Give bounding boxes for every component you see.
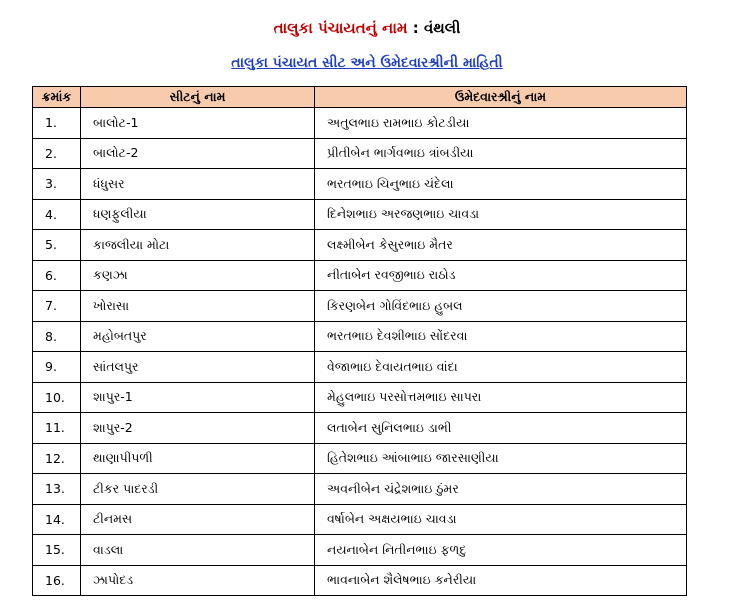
table-row bbox=[33, 260, 687, 291]
table-row bbox=[33, 413, 687, 444]
seat-name: કાજલીયા મોટા bbox=[81, 230, 315, 261]
candidate-name: ભરતભાઇ દેવશીભાઇ સોંદરવા bbox=[315, 321, 687, 352]
table-row bbox=[33, 199, 687, 230]
table-row bbox=[33, 504, 687, 535]
seat-name: ખોરાસા bbox=[81, 291, 315, 322]
row-number: 3. bbox=[33, 169, 81, 200]
seat-name: બાલોટ-1 bbox=[81, 108, 315, 139]
seat-name: ટીનમસ bbox=[81, 504, 315, 535]
table-row bbox=[33, 169, 687, 200]
table-row bbox=[33, 291, 687, 322]
row-number: 11. bbox=[33, 413, 81, 444]
row-number: 16. bbox=[33, 565, 81, 596]
title-separator: : bbox=[407, 19, 424, 37]
candidate-name: નયનાબેન નિતીનભાઇ ફળદુ bbox=[315, 535, 687, 566]
seat-name: કણઝા bbox=[81, 260, 315, 291]
seat-name: વાડલા bbox=[81, 535, 315, 566]
candidate-name: હિતેશભાઇ આંબાભાઇ જારસાણીયા bbox=[315, 443, 687, 474]
row-number: 5. bbox=[33, 230, 81, 261]
candidate-name: અવનીબેન ચંદ્રેશભાઇ ઠુંમર bbox=[315, 474, 687, 505]
row-number: 2. bbox=[33, 138, 81, 169]
candidate-name: ભાવનાબેન શૈલેષભાઇ કનેરીયા bbox=[315, 565, 687, 596]
seat-name: સાંતલપુર bbox=[81, 352, 315, 383]
title-value: વંથલી bbox=[423, 19, 461, 37]
seat-name: ઝાપોદડ bbox=[81, 565, 315, 596]
title-label: તાલુકા પંચાયતનું નામ bbox=[273, 19, 408, 37]
table-header bbox=[33, 87, 687, 108]
column-header-candidate: ઉમેદવારશ્રીનું નામ bbox=[315, 87, 687, 108]
row-number: 14. bbox=[33, 504, 81, 535]
page-subtitle bbox=[0, 52, 734, 74]
table-row bbox=[33, 108, 687, 139]
seat-name: શાપુર-2 bbox=[81, 413, 315, 444]
row-number: 6. bbox=[33, 260, 81, 291]
column-header-seat: સીટનું નામ bbox=[81, 87, 315, 108]
candidate-name: અતુલભાઇ રામભાઇ કોટડીયા bbox=[315, 108, 687, 139]
seat-name: ધણફુલીયા bbox=[81, 199, 315, 230]
table-row bbox=[33, 443, 687, 474]
row-number: 4. bbox=[33, 199, 81, 230]
seat-name: ધંધુસર bbox=[81, 169, 315, 200]
candidate-name: મેહુલભાઇ પરસોત્તમભાઇ સાપરા bbox=[315, 382, 687, 413]
row-number: 13. bbox=[33, 474, 81, 505]
candidate-name: વર્ષાબેન અક્ષયભાઇ ચાવડા bbox=[315, 504, 687, 535]
row-number: 1. bbox=[33, 108, 81, 139]
table-row bbox=[33, 382, 687, 413]
table-body bbox=[33, 108, 687, 596]
table-row bbox=[33, 321, 687, 352]
candidate-name: ભરતભાઇ ચિનુભાઇ ચંદેલા bbox=[315, 169, 687, 200]
candidate-name: લતાબેન સુનિલભાઇ ડાભી bbox=[315, 413, 687, 444]
table-row bbox=[33, 230, 687, 261]
header-row bbox=[33, 87, 687, 108]
row-number: 8. bbox=[33, 321, 81, 352]
row-number: 15. bbox=[33, 535, 81, 566]
seat-name: શાપુર-1 bbox=[81, 382, 315, 413]
page-title bbox=[0, 16, 734, 40]
column-header-number: ક્રમાંક bbox=[33, 87, 81, 108]
candidate-name: લક્ષ્મીબેન કેસુરભાઇ મૈતર bbox=[315, 230, 687, 261]
candidate-name: કિરણબેન ગોવિંદભાઇ હુબલ bbox=[315, 291, 687, 322]
table-row bbox=[33, 352, 687, 383]
table-row bbox=[33, 138, 687, 169]
table-row bbox=[33, 535, 687, 566]
candidate-name: પ્રીતીબેન ભાર્ગવભાઇ ત્રાંબડીયા bbox=[315, 138, 687, 169]
table-row bbox=[33, 474, 687, 505]
candidate-name: વેજાભાઇ દેવાયતભાઇ વાંદા bbox=[315, 352, 687, 383]
candidate-name: દિનેશભાઇ અરજણભાઇ ચાવડા bbox=[315, 199, 687, 230]
row-number: 9. bbox=[33, 352, 81, 383]
candidates-table bbox=[32, 86, 687, 596]
row-number: 12. bbox=[33, 443, 81, 474]
seat-name: ટીકર પાદરડી bbox=[81, 474, 315, 505]
subtitle-text: તાલુકા પંચાયત સીટ અને ઉમેદવારશ્રીની માહિતી bbox=[231, 55, 503, 71]
row-number: 7. bbox=[33, 291, 81, 322]
seat-name: બાલોટ-2 bbox=[81, 138, 315, 169]
seat-name: થાણાપીપળી bbox=[81, 443, 315, 474]
table-row bbox=[33, 565, 687, 596]
seat-name: મહોબતપુર bbox=[81, 321, 315, 352]
row-number: 10. bbox=[33, 382, 81, 413]
candidate-name: નીતાબેન રવજીભાઇ રાઠોડ bbox=[315, 260, 687, 291]
